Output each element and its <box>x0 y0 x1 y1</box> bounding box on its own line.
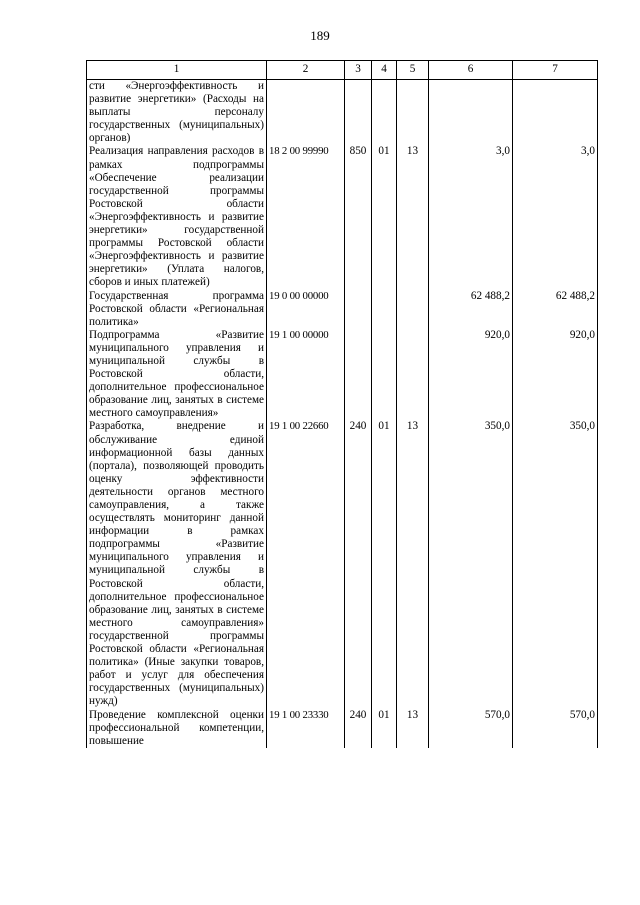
column-header: 3 <box>345 61 372 80</box>
row-section: 01 <box>372 145 397 289</box>
row-subsection <box>397 80 429 146</box>
column-header: 5 <box>397 61 429 80</box>
row-section <box>372 290 397 329</box>
row-expense-type: 240 <box>345 709 372 748</box>
budget-table <box>86 60 598 748</box>
row-code: 18 2 00 99990 <box>267 145 345 289</box>
row-expense-type: 850 <box>345 145 372 289</box>
row-amount-2: 570,0 <box>513 709 598 748</box>
row-amount-2: 920,0 <box>513 329 598 421</box>
row-section: 01 <box>372 709 397 748</box>
row-expense-type: 240 <box>345 420 372 708</box>
table-row <box>87 145 598 289</box>
row-code: 19 1 00 23330 <box>267 709 345 748</box>
row-subsection <box>397 329 429 421</box>
column-header: 2 <box>267 61 345 80</box>
row-subsection: 13 <box>397 709 429 748</box>
table-row <box>87 709 598 748</box>
table-row <box>87 290 598 329</box>
row-amount-2 <box>513 80 598 146</box>
column-header: 6 <box>429 61 513 80</box>
row-code: 19 1 00 22660 <box>267 420 345 708</box>
column-header: 1 <box>87 61 267 80</box>
row-expense-type <box>345 290 372 329</box>
row-description: сти «Энергоэффективность и развитие энергетики» (Расходы на выплаты персоналу государственных (муниципальных) органов) <box>87 80 267 146</box>
row-amount-2: 350,0 <box>513 420 598 708</box>
table-row <box>87 329 598 421</box>
row-description: Реализация направления расходов в рамках подпрограммы «Обеспечение реализации государственной программы Ростовской области «Энергоэффективность и развитие энергетики» государственной программы Ростовской области «Энергоэффективность и развитие энергетики» (Уплата налогов, сборов и иных платежей) <box>87 145 267 289</box>
column-header: 7 <box>513 61 598 80</box>
column-header: 4 <box>372 61 397 80</box>
row-expense-type <box>345 329 372 421</box>
row-amount-2: 62 488,2 <box>513 290 598 329</box>
row-amount-1: 62 488,2 <box>429 290 513 329</box>
table-row <box>87 80 598 146</box>
row-description: Разработка, внедрение и обслуживание единой информационной базы данных (портала), позволяющей проводить оценку эффективности деятельности органов местного самоуправления, а также осуществлять мониторинг данной информации в рамках подпрограммы «Развитие муниципального управления и муниципальной службы в Ростовской области, дополнительное профессиональное образование лиц, занятых в системе местного самоуправления» государственной программы Ростовской области «Региональная политика» (Иные закупки товаров, работ и услуг для обеспечения государственных (муниципальных) нужд) <box>87 420 267 708</box>
row-subsection: 13 <box>397 145 429 289</box>
row-amount-1: 350,0 <box>429 420 513 708</box>
row-expense-type <box>345 80 372 146</box>
table-header-row <box>87 61 598 80</box>
row-description: Подпрограмма «Развитие муниципального управления и муниципальной службы в Ростовской области, дополнительное профессиональное образование лиц, занятых в системе местного самоуправления» <box>87 329 267 421</box>
row-amount-2: 3,0 <box>513 145 598 289</box>
row-amount-1: 3,0 <box>429 145 513 289</box>
table-row <box>87 420 598 708</box>
row-amount-1: 570,0 <box>429 709 513 748</box>
row-subsection: 13 <box>397 420 429 708</box>
row-amount-1: 920,0 <box>429 329 513 421</box>
row-description: Проведение комплексной оценки профессиональной компетенции, повышение <box>87 709 267 748</box>
row-section: 01 <box>372 420 397 708</box>
row-amount-1 <box>429 80 513 146</box>
page-number: 189 <box>310 28 330 43</box>
row-section <box>372 329 397 421</box>
row-code <box>267 80 345 146</box>
row-description: Государственная программа Ростовской области «Региональная политика» <box>87 290 267 329</box>
row-section <box>372 80 397 146</box>
row-subsection <box>397 290 429 329</box>
row-code: 19 1 00 00000 <box>267 329 345 421</box>
row-code: 19 0 00 00000 <box>267 290 345 329</box>
